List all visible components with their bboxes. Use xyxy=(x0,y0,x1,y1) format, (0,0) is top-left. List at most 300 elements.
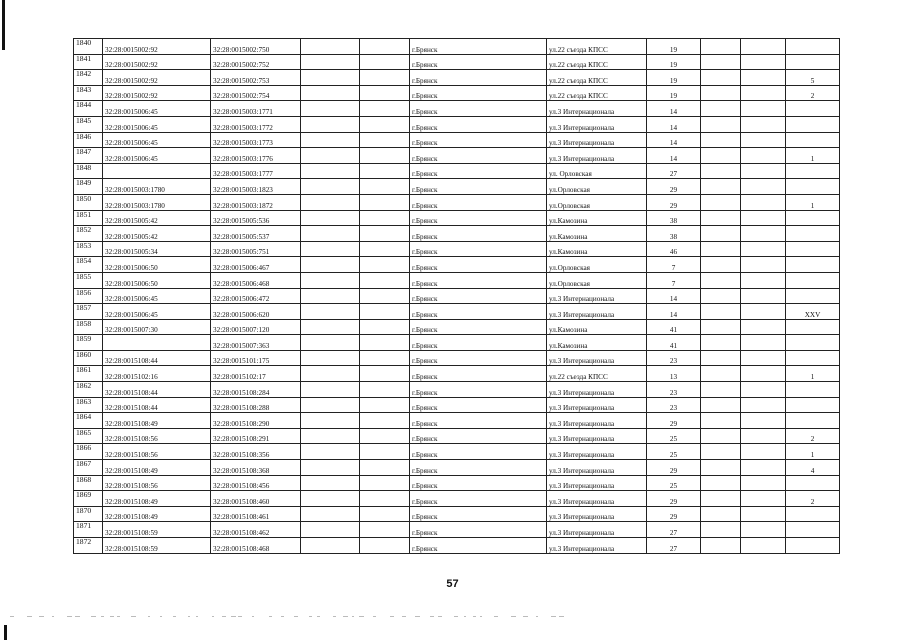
empty-cell xyxy=(741,475,786,491)
house-number-cell: 41 xyxy=(647,335,701,351)
city-cell: г.Брянск xyxy=(410,163,547,179)
row-number-cell: 1858 xyxy=(74,319,103,335)
house-number-cell: 29 xyxy=(647,460,701,476)
empty-cell xyxy=(360,85,410,101)
empty-cell xyxy=(701,506,741,522)
empty-cell xyxy=(701,85,741,101)
apartment-cell: 1 xyxy=(786,194,840,210)
empty-cell xyxy=(741,132,786,148)
house-number-cell: 13 xyxy=(647,366,701,382)
scan-noise-dot xyxy=(75,616,80,617)
city-cell: г.Брянск xyxy=(410,506,547,522)
scan-noise-dot xyxy=(117,616,120,617)
scan-noise-dot xyxy=(438,616,442,617)
scan-noise-dot xyxy=(343,616,348,617)
city-cell: г.Брянск xyxy=(410,148,547,164)
empty-cell xyxy=(741,163,786,179)
land-cadastral-number-cell: 32:28:0015006:45 xyxy=(103,304,211,320)
city-cell: г.Брянск xyxy=(410,241,547,257)
house-number-cell: 23 xyxy=(647,350,701,366)
empty-cell xyxy=(301,70,360,86)
empty-cell xyxy=(741,39,786,55)
street-cell: ул.3 Интернационала xyxy=(547,475,647,491)
empty-cell xyxy=(360,460,410,476)
apartment-cell xyxy=(786,163,840,179)
apartment-cell xyxy=(786,210,840,226)
empty-cell xyxy=(301,148,360,164)
land-cadastral-number-cell: 32:28:0015003:1780 xyxy=(103,179,211,195)
street-cell: ул.3 Интернационала xyxy=(547,444,647,460)
empty-cell xyxy=(741,179,786,195)
land-cadastral-number-cell: 32:28:0015108:44 xyxy=(103,382,211,398)
scan-noise-dot xyxy=(222,616,226,617)
table-row xyxy=(74,335,840,351)
scan-noise-dot xyxy=(27,616,32,617)
table-row xyxy=(74,506,840,522)
empty-cell xyxy=(360,226,410,242)
land-cadastral-number-cell: 32:28:0015007:30 xyxy=(103,319,211,335)
empty-cell xyxy=(360,382,410,398)
apartment-cell xyxy=(786,382,840,398)
empty-cell xyxy=(301,506,360,522)
empty-cell xyxy=(741,241,786,257)
house-number-cell: 23 xyxy=(647,382,701,398)
table-row xyxy=(74,350,840,366)
empty-cell xyxy=(701,132,741,148)
empty-cell xyxy=(360,148,410,164)
table-row xyxy=(74,241,840,257)
street-cell: ул.22 съезда КПСС xyxy=(547,70,647,86)
empty-cell xyxy=(301,460,360,476)
apartment-cell xyxy=(786,475,840,491)
row-number-cell: 1866 xyxy=(74,444,103,460)
empty-cell xyxy=(360,366,410,382)
empty-cell xyxy=(701,163,741,179)
land-cadastral-number-cell: 32:28:0015005:34 xyxy=(103,241,211,257)
street-cell: ул.3 Интернационала xyxy=(547,491,647,507)
land-cadastral-number-cell: 32:28:0015006:45 xyxy=(103,101,211,117)
scan-noise-dot xyxy=(333,616,336,617)
object-cadastral-number-cell: 32:28:0015003:1872 xyxy=(211,194,301,210)
apartment-cell xyxy=(786,179,840,195)
empty-cell xyxy=(360,475,410,491)
empty-cell xyxy=(701,428,741,444)
row-number-cell: 1857 xyxy=(74,304,103,320)
empty-cell xyxy=(741,350,786,366)
empty-cell xyxy=(701,304,741,320)
apartment-cell xyxy=(786,319,840,335)
house-number-cell: 29 xyxy=(647,506,701,522)
street-cell: ул.Камозина xyxy=(547,210,647,226)
empty-cell xyxy=(360,54,410,70)
empty-cell xyxy=(741,210,786,226)
scan-noise-dot xyxy=(415,616,420,617)
land-cadastral-number-cell: 32:28:0015002:92 xyxy=(103,39,211,55)
scan-noise-dot xyxy=(131,616,136,617)
empty-cell xyxy=(301,538,360,554)
house-number-cell: 29 xyxy=(647,413,701,429)
land-cadastral-number-cell: 32:28:0015006:45 xyxy=(103,132,211,148)
city-cell: г.Брянск xyxy=(410,444,547,460)
apartment-cell: 2 xyxy=(786,428,840,444)
empty-cell xyxy=(741,428,786,444)
scan-noise-dot xyxy=(551,616,556,617)
apartment-cell xyxy=(786,288,840,304)
empty-cell xyxy=(301,397,360,413)
table-row xyxy=(74,148,840,164)
empty-cell xyxy=(701,241,741,257)
street-cell: ул.Орловская xyxy=(547,272,647,288)
table-body xyxy=(74,39,840,554)
empty-cell xyxy=(301,522,360,538)
apartment-cell xyxy=(786,506,840,522)
empty-cell xyxy=(741,413,786,429)
house-number-cell: 27 xyxy=(647,538,701,554)
city-cell: г.Брянск xyxy=(410,397,547,413)
apartment-cell xyxy=(786,241,840,257)
apartment-cell: 2 xyxy=(786,491,840,507)
object-cadastral-number-cell: 32:28:0015102:17 xyxy=(211,366,301,382)
land-cadastral-number-cell: 32:28:0015108:59 xyxy=(103,538,211,554)
land-cadastral-number-cell: 32:28:0015006:45 xyxy=(103,288,211,304)
page-number: 57 xyxy=(446,578,459,590)
empty-cell xyxy=(360,39,410,55)
house-number-cell: 14 xyxy=(647,101,701,117)
row-number-cell: 1845 xyxy=(74,116,103,132)
empty-cell xyxy=(360,70,410,86)
scan-noise-dot xyxy=(494,616,498,617)
row-number-cell: 1865 xyxy=(74,428,103,444)
object-cadastral-number-cell: 32:28:0015006:620 xyxy=(211,304,301,320)
table-row xyxy=(74,491,840,507)
object-cadastral-number-cell: 32:28:0015005:537 xyxy=(211,226,301,242)
empty-cell xyxy=(701,54,741,70)
city-cell: г.Брянск xyxy=(410,288,547,304)
object-cadastral-number-cell: 32:28:0015002:750 xyxy=(211,39,301,55)
scan-noise-dot xyxy=(309,616,312,617)
empty-cell xyxy=(301,210,360,226)
object-cadastral-number-cell: 32:28:0015108:356 xyxy=(211,444,301,460)
apartment-cell xyxy=(786,101,840,117)
row-number-cell: 1849 xyxy=(74,179,103,195)
scan-noise-dot xyxy=(148,616,150,617)
table-row xyxy=(74,163,840,179)
object-cadastral-number-cell: 32:28:0015101:175 xyxy=(211,350,301,366)
house-number-cell: 27 xyxy=(647,522,701,538)
empty-cell xyxy=(360,397,410,413)
street-cell: ул.22 съезда КПСС xyxy=(547,54,647,70)
empty-cell xyxy=(360,522,410,538)
empty-cell xyxy=(701,257,741,273)
row-number-cell: 1871 xyxy=(74,522,103,538)
scan-noise-dot xyxy=(91,616,96,617)
object-cadastral-number-cell: 32:28:0015108:284 xyxy=(211,382,301,398)
object-cadastral-number-cell: 32:28:0015003:1776 xyxy=(211,148,301,164)
empty-cell xyxy=(301,163,360,179)
apartment-cell: 1 xyxy=(786,444,840,460)
empty-cell xyxy=(741,288,786,304)
row-number-cell: 1870 xyxy=(74,506,103,522)
street-cell: ул.3 Интернационала xyxy=(547,397,647,413)
empty-cell xyxy=(360,506,410,522)
empty-cell xyxy=(701,288,741,304)
empty-cell xyxy=(360,288,410,304)
table-row xyxy=(74,382,840,398)
empty-cell xyxy=(741,272,786,288)
empty-cell xyxy=(360,132,410,148)
land-cadastral-number-cell: 32:28:0015006:50 xyxy=(103,257,211,273)
scan-noise-dot xyxy=(480,616,482,617)
empty-cell xyxy=(301,85,360,101)
empty-cell xyxy=(741,194,786,210)
city-cell: г.Брянск xyxy=(410,350,547,366)
empty-cell xyxy=(360,491,410,507)
row-number-cell: 1852 xyxy=(74,226,103,242)
house-number-cell: 38 xyxy=(647,210,701,226)
empty-cell xyxy=(701,70,741,86)
street-cell: ул.22 съезда КПСС xyxy=(547,39,647,55)
land-cadastral-number-cell: 32:28:0015108:56 xyxy=(103,428,211,444)
apartment-cell: 5 xyxy=(786,70,840,86)
city-cell: г.Брянск xyxy=(410,319,547,335)
empty-cell xyxy=(360,163,410,179)
street-cell: ул.3 Интернационала xyxy=(547,413,647,429)
scan-noise-dot xyxy=(212,616,214,617)
land-cadastral-number-cell: 32:28:0015108:44 xyxy=(103,397,211,413)
row-number-cell: 1869 xyxy=(74,491,103,507)
street-cell: ул.Орловская xyxy=(547,194,647,210)
city-cell: г.Брянск xyxy=(410,39,547,55)
house-number-cell: 38 xyxy=(647,226,701,242)
apartment-cell: 4 xyxy=(786,460,840,476)
scan-noise-dot xyxy=(101,616,104,617)
city-cell: г.Брянск xyxy=(410,210,547,226)
empty-cell xyxy=(701,366,741,382)
row-number-cell: 1853 xyxy=(74,241,103,257)
row-number-cell: 1859 xyxy=(74,335,103,351)
city-cell: г.Брянск xyxy=(410,382,547,398)
house-number-cell: 46 xyxy=(647,241,701,257)
table-row xyxy=(74,116,840,132)
object-cadastral-number-cell: 32:28:0015006:468 xyxy=(211,272,301,288)
object-cadastral-number-cell: 32:28:0015003:1823 xyxy=(211,179,301,195)
empty-cell xyxy=(360,335,410,351)
house-number-cell: 14 xyxy=(647,148,701,164)
table-row xyxy=(74,179,840,195)
house-number-cell: 19 xyxy=(647,70,701,86)
land-cadastral-number-cell: 32:28:0015108:44 xyxy=(103,350,211,366)
empty-cell xyxy=(741,101,786,117)
object-cadastral-number-cell: 32:28:0015003:1771 xyxy=(211,101,301,117)
scan-noise-dot xyxy=(402,616,406,617)
object-cadastral-number-cell: 32:28:0015002:753 xyxy=(211,70,301,86)
empty-cell xyxy=(741,460,786,476)
city-cell: г.Брянск xyxy=(410,272,547,288)
scan-noise-dot xyxy=(317,616,320,617)
row-number-cell: 1861 xyxy=(74,366,103,382)
city-cell: г.Брянск xyxy=(410,194,547,210)
row-number-cell: 1850 xyxy=(74,194,103,210)
scan-noise-dot xyxy=(454,616,458,617)
table-row xyxy=(74,288,840,304)
city-cell: г.Брянск xyxy=(410,54,547,70)
scan-noise-dot xyxy=(67,616,72,617)
empty-cell xyxy=(360,257,410,273)
cadastral-register-table xyxy=(73,38,840,554)
land-cadastral-number-cell: 32:28:0015108:49 xyxy=(103,460,211,476)
land-cadastral-number-cell: 32:28:0015108:49 xyxy=(103,491,211,507)
row-number-cell: 1854 xyxy=(74,257,103,273)
scan-noise-dot xyxy=(160,616,162,617)
empty-cell xyxy=(701,39,741,55)
empty-cell xyxy=(741,506,786,522)
empty-cell xyxy=(360,179,410,195)
apartment-cell xyxy=(786,272,840,288)
street-cell: ул.3 Интернационала xyxy=(547,506,647,522)
table-row xyxy=(74,460,840,476)
object-cadastral-number-cell: 32:28:0015108:460 xyxy=(211,491,301,507)
street-cell: ул.3 Интернационала xyxy=(547,460,647,476)
street-cell: ул.3 Интернационала xyxy=(547,382,647,398)
city-cell: г.Брянск xyxy=(410,304,547,320)
scan-noise-dot xyxy=(430,616,434,617)
object-cadastral-number-cell: 32:28:0015108:468 xyxy=(211,538,301,554)
scan-noise-dot xyxy=(196,616,198,617)
empty-cell xyxy=(360,413,410,429)
apartment-cell xyxy=(786,39,840,55)
street-cell: ул.22 съезда КПСС xyxy=(547,85,647,101)
row-number-cell: 1867 xyxy=(74,460,103,476)
street-cell: ул.3 Интернационала xyxy=(547,522,647,538)
empty-cell xyxy=(301,413,360,429)
city-cell: г.Брянск xyxy=(410,335,547,351)
empty-cell xyxy=(741,70,786,86)
empty-cell xyxy=(741,522,786,538)
land-cadastral-number-cell xyxy=(103,163,211,179)
object-cadastral-number-cell: 32:28:0015108:290 xyxy=(211,413,301,429)
empty-cell xyxy=(301,116,360,132)
street-cell: ул.3 Интернационала xyxy=(547,428,647,444)
empty-cell xyxy=(701,444,741,460)
land-cadastral-number-cell: 32:28:0015002:92 xyxy=(103,85,211,101)
house-number-cell: 29 xyxy=(647,179,701,195)
table-row xyxy=(74,194,840,210)
apartment-cell: XXV xyxy=(786,304,840,320)
apartment-cell xyxy=(786,413,840,429)
land-cadastral-number-cell xyxy=(103,335,211,351)
empty-cell xyxy=(701,350,741,366)
row-number-cell: 1840 xyxy=(74,39,103,55)
empty-cell xyxy=(741,319,786,335)
street-cell: ул. Орловская xyxy=(547,163,647,179)
empty-cell xyxy=(301,179,360,195)
empty-cell xyxy=(701,382,741,398)
house-number-cell: 25 xyxy=(647,444,701,460)
empty-cell xyxy=(301,257,360,273)
empty-cell xyxy=(741,491,786,507)
apartment-cell xyxy=(786,522,840,538)
empty-cell xyxy=(301,350,360,366)
table-row xyxy=(74,538,840,554)
house-number-cell: 29 xyxy=(647,194,701,210)
scan-noise-dot xyxy=(188,616,190,617)
house-number-cell: 14 xyxy=(647,116,701,132)
empty-cell xyxy=(360,319,410,335)
city-cell: г.Брянск xyxy=(410,85,547,101)
apartment-cell xyxy=(786,257,840,273)
row-number-cell: 1868 xyxy=(74,475,103,491)
land-cadastral-number-cell: 32:28:0015002:92 xyxy=(103,70,211,86)
street-cell: ул.Орловская xyxy=(547,179,647,195)
city-cell: г.Брянск xyxy=(410,116,547,132)
empty-cell xyxy=(701,335,741,351)
land-cadastral-number-cell: 32:28:0015002:92 xyxy=(103,54,211,70)
apartment-cell xyxy=(786,538,840,554)
empty-cell xyxy=(701,179,741,195)
house-number-cell: 27 xyxy=(647,163,701,179)
apartment-cell xyxy=(786,350,840,366)
house-number-cell: 29 xyxy=(647,491,701,507)
object-cadastral-number-cell: 32:28:0015002:754 xyxy=(211,85,301,101)
land-cadastral-number-cell: 32:28:0015108:56 xyxy=(103,475,211,491)
empty-cell xyxy=(301,304,360,320)
table-row xyxy=(74,226,840,242)
scan-noise-dot xyxy=(390,616,394,617)
city-cell: г.Брянск xyxy=(410,491,547,507)
empty-cell xyxy=(301,335,360,351)
object-cadastral-number-cell: 32:28:0015007:120 xyxy=(211,319,301,335)
empty-cell xyxy=(301,132,360,148)
land-cadastral-number-cell: 32:28:0015003:1780 xyxy=(103,194,211,210)
street-cell: ул.3 Интернационала xyxy=(547,288,647,304)
table-row xyxy=(74,366,840,382)
scan-noise-dot xyxy=(359,616,364,617)
house-number-cell: 7 xyxy=(647,257,701,273)
apartment-cell: 1 xyxy=(786,148,840,164)
table-row xyxy=(74,413,840,429)
street-cell: ул.3 Интернационала xyxy=(547,148,647,164)
scan-noise-line xyxy=(0,616,905,620)
land-cadastral-number-cell: 32:28:0015005:42 xyxy=(103,210,211,226)
scan-noise-dot xyxy=(252,616,254,617)
city-cell: г.Брянск xyxy=(410,538,547,554)
row-number-cell: 1848 xyxy=(74,163,103,179)
object-cadastral-number-cell: 32:28:0015108:462 xyxy=(211,522,301,538)
object-cadastral-number-cell: 32:28:0015003:1772 xyxy=(211,116,301,132)
row-number-cell: 1847 xyxy=(74,148,103,164)
empty-cell xyxy=(360,241,410,257)
street-cell: ул.3 Интернационала xyxy=(547,538,647,554)
street-cell: ул.22 съезда КПСС xyxy=(547,366,647,382)
house-number-cell: 19 xyxy=(647,39,701,55)
empty-cell xyxy=(741,257,786,273)
house-number-cell: 7 xyxy=(647,272,701,288)
scan-noise-dot xyxy=(352,616,354,617)
empty-cell xyxy=(360,538,410,554)
city-cell: г.Брянск xyxy=(410,132,547,148)
house-number-cell: 14 xyxy=(647,132,701,148)
scan-noise-dot xyxy=(559,616,564,617)
table-row xyxy=(74,304,840,320)
row-number-cell: 1864 xyxy=(74,413,103,429)
house-number-cell: 23 xyxy=(647,397,701,413)
apartment-cell xyxy=(786,397,840,413)
empty-cell xyxy=(301,194,360,210)
apartment-cell xyxy=(786,54,840,70)
object-cadastral-number-cell: 32:28:0015108:461 xyxy=(211,506,301,522)
street-cell: ул.3 Интернационала xyxy=(547,350,647,366)
empty-cell xyxy=(741,304,786,320)
